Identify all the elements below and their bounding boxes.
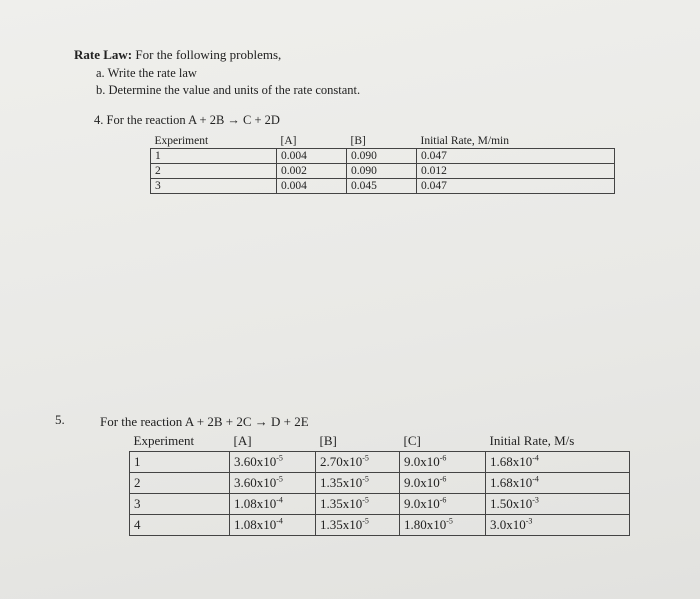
table-row — [130, 452, 630, 473]
cell-exp: 3 — [151, 179, 277, 194]
header-b: [B] — [350, 135, 366, 147]
table-header-row — [130, 431, 630, 452]
cell-rate: $1.50x10^{-3}$ — [486, 494, 630, 515]
cell-b: 0.090 — [347, 164, 417, 179]
header-c: [C] — [403, 433, 421, 448]
cell-exp: 1 — [151, 149, 277, 164]
header-experiment: Experiment — [154, 135, 209, 147]
cell-b: $1.35x10^{-5}$ — [316, 473, 400, 494]
table-row — [130, 515, 630, 536]
cell-rate: $1.68x10^{-4}$ — [486, 473, 630, 494]
cell-exp: 1 — [130, 452, 230, 473]
header-rate: Initial Rate, M/s — [489, 433, 575, 448]
table-row — [151, 179, 615, 194]
cell-a: $1.08x10^{-4}$ — [230, 515, 316, 536]
problem5-number: 5. — [55, 412, 65, 427]
cell-a: $3.60x10^{-5}$ — [230, 473, 316, 494]
table-row — [130, 473, 630, 494]
title-bold: Rate Law: — [74, 47, 133, 62]
table-row — [151, 149, 615, 164]
title-rest: For the following problems, — [132, 47, 282, 62]
cell-c: $9.0x10^{-6}$ — [400, 452, 486, 473]
cell-rate: $3.0x10^{-3}$ — [486, 515, 630, 536]
problem5-table — [129, 431, 630, 536]
header-a: [A] — [280, 135, 297, 147]
cell-exp: 2 — [130, 473, 230, 494]
cell-c: $9.0x10^{-6}$ — [400, 473, 486, 494]
header-experiment: Experiment — [133, 433, 195, 448]
header-b: [B] — [319, 433, 337, 448]
table-header-row — [151, 134, 615, 149]
cell-c: $1.80x10^{-5}$ — [400, 515, 486, 536]
cell-rate: 0.047 — [417, 179, 615, 194]
cell-rate: 0.047 — [417, 149, 615, 164]
cell-exp: 4 — [130, 515, 230, 536]
cell-a: $3.60x10^{-5}$ — [230, 452, 316, 473]
cell-a: $1.08x10^{-4}$ — [230, 494, 316, 515]
problem5-label: For the reaction A + 2B + 2C → D + 2E — [100, 414, 309, 429]
cell-exp: 3 — [130, 494, 230, 515]
table-row — [151, 164, 615, 179]
cell-b: 0.090 — [347, 149, 417, 164]
cell-c: $9.0x10^{-6}$ — [400, 494, 486, 515]
cell-rate: 0.012 — [417, 164, 615, 179]
problem4-table — [150, 134, 615, 194]
page-title — [74, 47, 281, 63]
table-row — [130, 494, 630, 515]
instruction-a: a. Write the rate law — [96, 66, 197, 80]
cell-b: $1.35x10^{-5}$ — [316, 494, 400, 515]
cell-b: $1.35x10^{-5}$ — [316, 515, 400, 536]
instruction-b: b. Determine the value and units of the rate constant. — [96, 83, 361, 97]
cell-a: 0.004 — [277, 179, 347, 194]
cell-a: 0.002 — [277, 164, 347, 179]
header-a: [A] — [233, 433, 252, 448]
header-rate: Initial Rate, M/min — [420, 135, 509, 147]
cell-b: 0.045 — [347, 179, 417, 194]
cell-a: 0.004 — [277, 149, 347, 164]
cell-rate: $1.68x10^{-4}$ — [486, 452, 630, 473]
cell-b: $2.70x10^{-5}$ — [316, 452, 400, 473]
problem4-label: 4. For the reaction A + 2B → C + 2D — [94, 113, 280, 127]
cell-exp: 2 — [151, 164, 277, 179]
